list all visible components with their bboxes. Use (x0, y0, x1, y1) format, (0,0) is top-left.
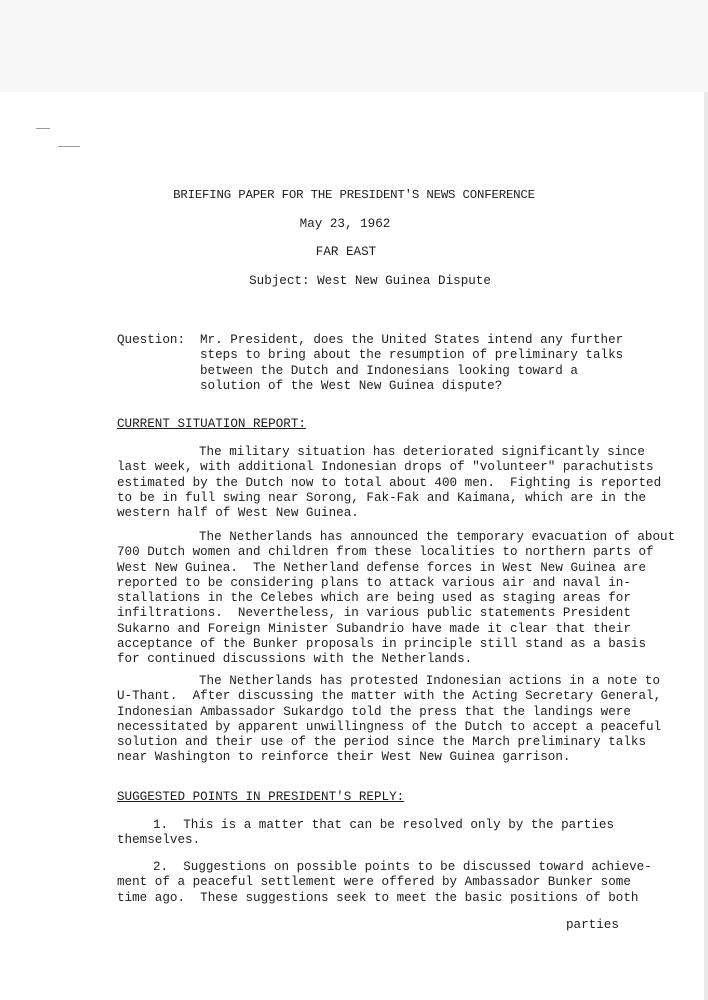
scan-mark (36, 128, 50, 129)
point-line: 1. This is a matter that can be resolved only by the parties (153, 818, 615, 832)
paragraph-line: western half of West New Guinea. (117, 506, 359, 521)
paragraph-line: reported to be considering plans to attack various air and naval in- (117, 575, 631, 590)
paragraph-line: The Netherlands has protested Indonesian actions in a note to (199, 674, 661, 688)
paragraph-line: The military situation has deteriorated significantly since (199, 445, 645, 459)
paragraph-line: last week, with additional Indonesian drops of "volunteer" parachutists (117, 460, 654, 475)
paragraph-line: stallations in the Celebes which are being used as staging areas for (117, 591, 631, 606)
question-line: steps to bring about the resumption of preliminary talks (200, 348, 624, 363)
question-line: Mr. President, does the United States intend any further (200, 333, 624, 347)
scan-mark (58, 146, 80, 147)
document-subject: Subject: West New Guinea Dispute (249, 274, 491, 288)
paragraph-line: near Washington to reinforce their West New Guinea garrison. (117, 750, 571, 765)
paragraph-line: The Netherlands has announced the temporary evacuation of about (199, 530, 676, 544)
page-catchword: parties (566, 918, 619, 932)
paragraph-line: acceptance of the Bunker proposals in principle still stand as a basis (117, 637, 647, 652)
paragraph-line: 700 Dutch women and children from these localities to northern parts of (117, 545, 654, 560)
paragraph-line: U-Thant. After discussing the matter with the Acting Secretary General, (117, 689, 662, 704)
scan-top-margin (0, 0, 708, 92)
point-line: time ago. These suggestions seek to meet the basic positions of both (117, 890, 639, 905)
situation-paragraph-2 (117, 530, 675, 668)
document-title: BRIEFING PAPER FOR THE PRESIDENT'S NEWS CONFERENCE (173, 188, 535, 202)
paragraph-line: Indonesian Ambassador Sukardgo told the press that the landings were (117, 704, 631, 719)
paragraph-line: infiltrations. Nevertheless, in various public statements President (117, 606, 631, 621)
situation-paragraph-3 (117, 674, 661, 766)
question-line: solution of the West New Guinea dispute? (200, 378, 503, 393)
page-edge-shadow (704, 92, 708, 1000)
question-text (200, 333, 623, 394)
current-situation-heading: CURRENT SITUATION REPORT: (117, 417, 306, 431)
paragraph-line: solution and their use of the period since the March preliminary talks (117, 735, 647, 750)
paragraph-line: Sukarno and Foreign Minister Subandrio have made it clear that their (117, 621, 631, 636)
situation-paragraph-1 (117, 445, 661, 521)
point-line: themselves. (117, 833, 201, 848)
point-line: ment of a peaceful settlement were offered by Ambassador Bunker some (117, 875, 631, 890)
point-line: 2. Suggestions on possible points to be discussed toward achieve- (153, 860, 652, 874)
suggested-point-1 (117, 818, 614, 849)
document-date: May 23, 1962 (299, 217, 391, 231)
paragraph-line: for continued discussions with the Netherlands. (117, 652, 473, 667)
paragraph-line: necessitated by apparent unwillingness of the Dutch to accept a peaceful (117, 719, 662, 734)
question-label: Question: (117, 333, 186, 347)
question-line: between the Dutch and Indonesians looking toward a (200, 363, 578, 378)
suggested-point-2 (117, 860, 652, 906)
suggested-points-heading: SUGGESTED POINTS IN PRESIDENT'S REPLY: (117, 790, 405, 804)
paragraph-line: estimated by the Dutch now to total about 400 men. Fighting is reported (117, 475, 662, 490)
paragraph-line: West New Guinea. The Netherland defense forces in West New Guinea are (117, 560, 647, 575)
paragraph-line: to be in full swing near Sorong, Fak-Fak and Kaimana, which are in the (117, 490, 647, 505)
document-region: FAR EAST (315, 245, 377, 259)
